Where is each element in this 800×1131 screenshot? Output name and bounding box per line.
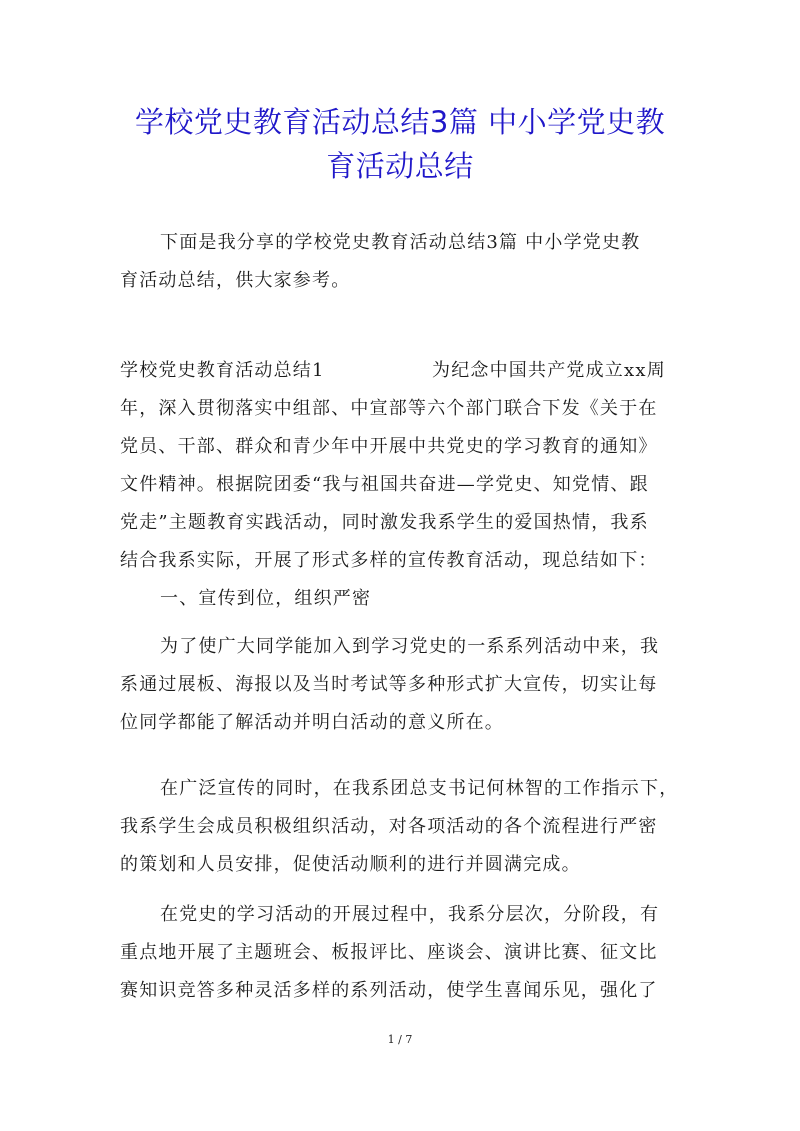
intro-line-2: 育活动总结，供大家参考。 <box>120 270 351 291</box>
paragraph-2-line-1: 在广泛宣传的同时，在我系团总支书记何林智的工作指示下， <box>160 778 679 799</box>
page-indicator: 1 / 7 <box>387 1033 413 1046</box>
paragraph-3-line-2: 重点地开展了主题班会、板报评比、座谈会、演讲比赛、征文比 <box>120 942 658 963</box>
section-1-line-2: 年，深入贯彻落实中组部、中宣部等六个部门联合下发《关于在 <box>120 398 658 419</box>
section-1-line-6: 结合我系实际，开展了形式多样的宣传教育活动，现总结如下： <box>120 550 658 571</box>
paragraph-3-line-3: 赛知识竞答多种灵活多样的系列活动，使学生喜闻乐见，强化了 <box>120 980 658 1001</box>
intro-line-1: 下面是我分享的学校党史教育活动总结3篇 中小学党史教 <box>160 232 641 253</box>
paragraph-2-line-2: 我系学生会成员积极组织活动，对各项活动的各个流程进行严密 <box>120 816 658 837</box>
section-1-line-5: 党走”主题教育实践活动，同时激发我系学生的爱国热情，我系 <box>120 512 649 533</box>
section-1-line-3: 党员、干部、群众和青少年中开展中共党史的学习教育的通知》 <box>120 436 658 457</box>
document-title-line-1: 学校党史教育活动总结3篇 中小学党史教 <box>134 105 666 139</box>
section-1-heading: 学校党史教育活动总结1 <box>120 360 325 381</box>
subheading-text: 一、宣传到位，组织严密 <box>160 588 372 609</box>
paragraph-1-line-3: 位同学都能了解活动并明白活动的意义所在。 <box>120 712 504 733</box>
paragraph-1-line-1: 为了使广大同学能加入到学习党史的一系系列活动中来，我 <box>160 636 660 657</box>
paragraph-2-line-3: 的策划和人员安排，促使活动顺利的进行并圆满完成。 <box>120 854 581 875</box>
paragraph-3-line-1: 在党史的学习活动的开展过程中，我系分层次，分阶段，有 <box>160 904 660 925</box>
paragraph-1-line-2: 系通过展板、海报以及当时考试等多种形式扩大宣传，切实让每 <box>120 674 658 695</box>
section-1-line-4: 文件精神。根据院团委“我与祖国共奋进—学党史、知党情、跟 <box>120 474 649 495</box>
section-1-line-1: 为纪念中国共产党成立xx周 <box>432 360 666 381</box>
document-title-line-2: 育活动总结 <box>326 149 474 183</box>
